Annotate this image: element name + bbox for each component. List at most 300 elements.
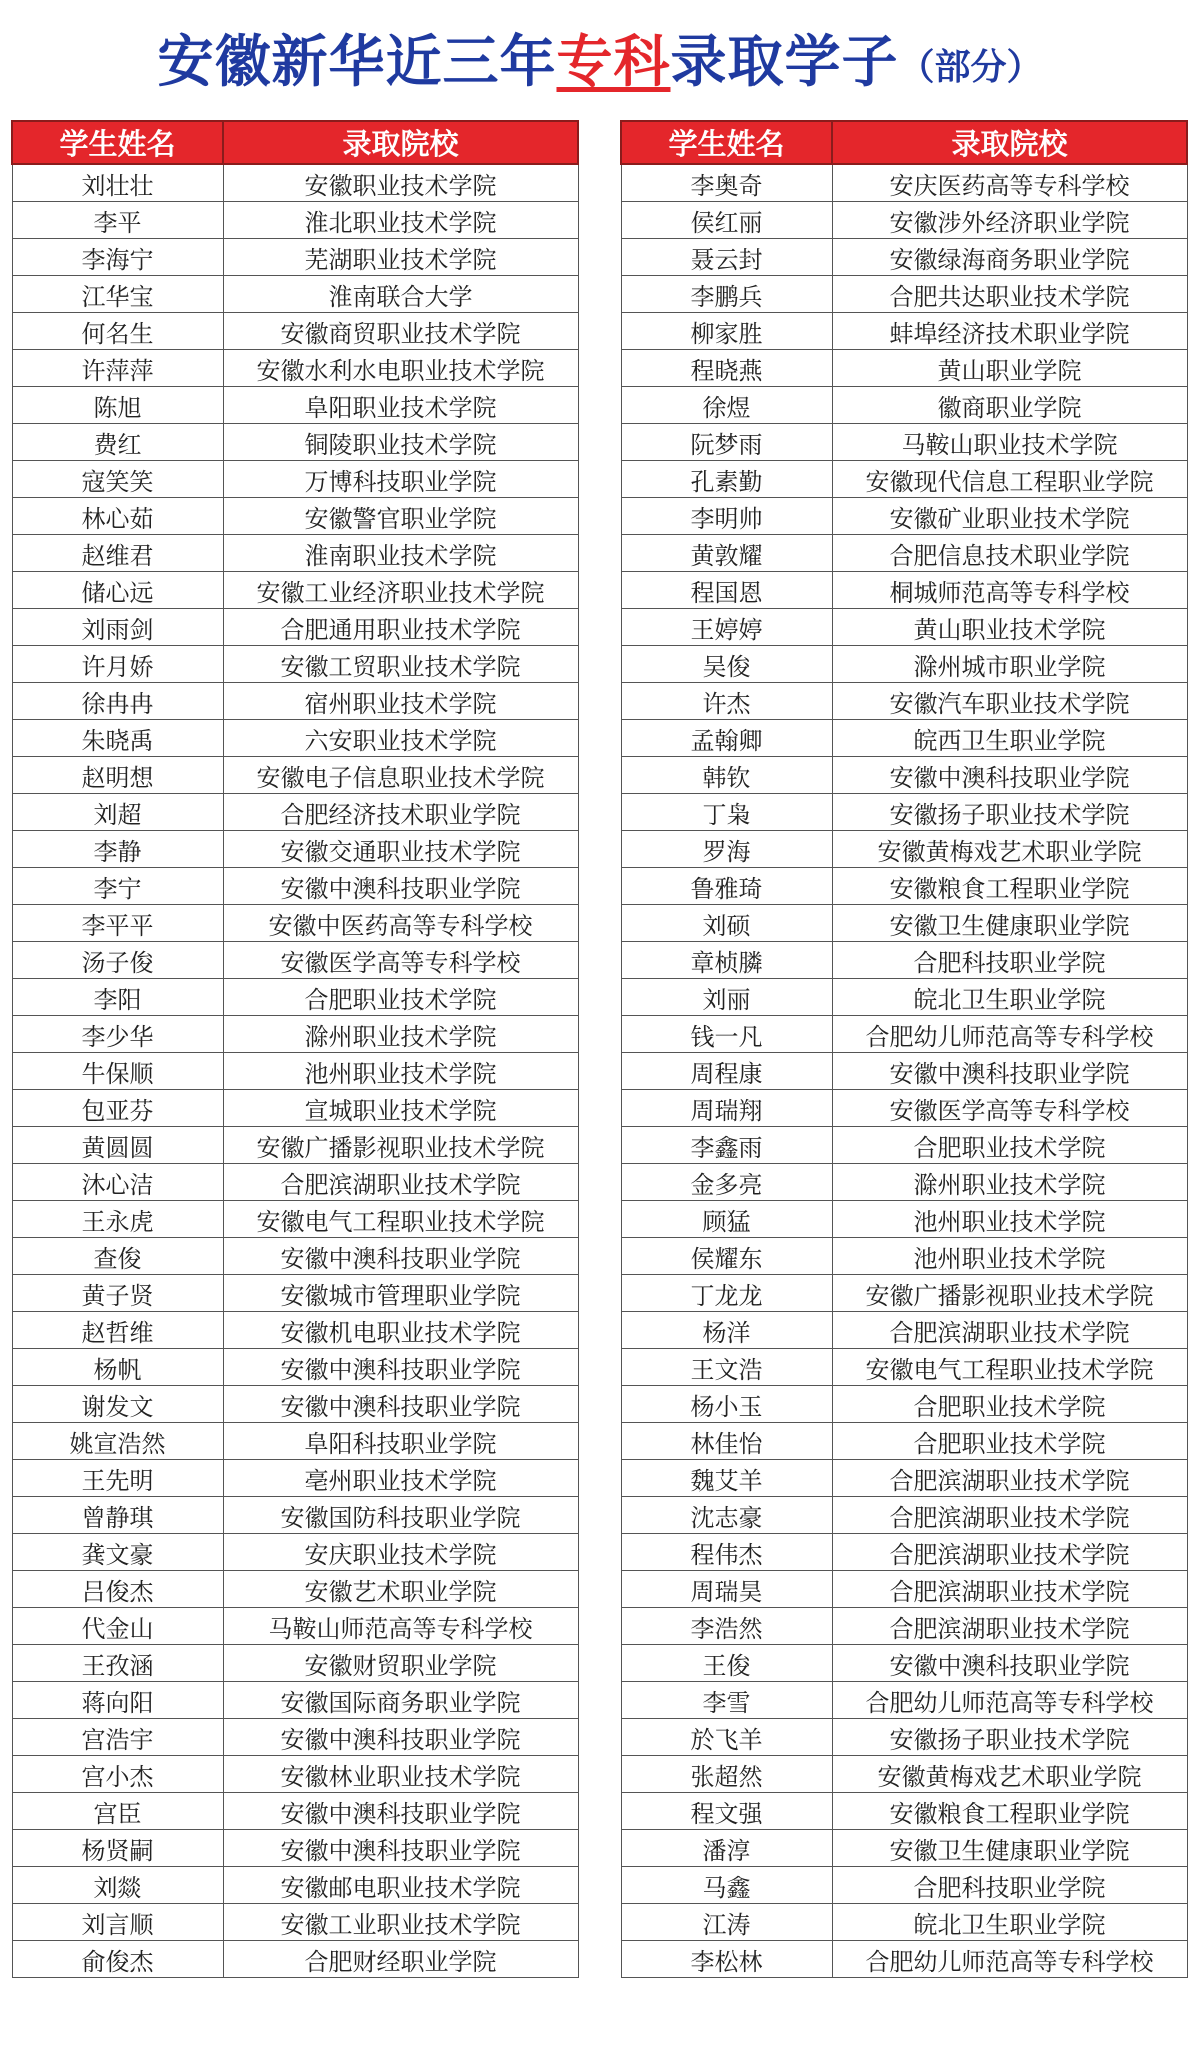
table-row [12, 498, 578, 535]
student-name-cell: 许月娇 [12, 646, 223, 683]
school-cell: 合肥滨湖职业技术学院 [832, 1571, 1187, 1608]
student-name-cell: 姚宣浩然 [12, 1423, 223, 1460]
table-row [621, 1645, 1187, 1682]
table-row [621, 1904, 1187, 1941]
student-name-cell: 顾猛 [621, 1201, 832, 1238]
student-name-cell: 宫小杰 [12, 1756, 223, 1793]
school-cell: 合肥信息技术职业学院 [832, 535, 1187, 572]
table-row [12, 1386, 578, 1423]
school-cell: 安徽中澳科技职业学院 [223, 1238, 578, 1275]
school-cell: 安庆职业技术学院 [223, 1534, 578, 1571]
student-name-cell: 李鑫雨 [621, 1127, 832, 1164]
school-cell: 合肥通用职业技术学院 [223, 609, 578, 646]
table-body-left [12, 164, 578, 1978]
table-header-row [621, 121, 1187, 164]
table-row [621, 461, 1187, 498]
school-cell: 黄山职业学院 [832, 350, 1187, 387]
table-row [621, 1127, 1187, 1164]
student-name-cell: 程晓燕 [621, 350, 832, 387]
student-name-cell: 鲁雅琦 [621, 868, 832, 905]
table-row [621, 646, 1187, 683]
table-row [621, 350, 1187, 387]
table-row [12, 1275, 578, 1312]
school-cell: 安徽卫生健康职业学院 [832, 905, 1187, 942]
school-cell: 池州职业技术学院 [832, 1201, 1187, 1238]
table-row [12, 1645, 578, 1682]
table-row [12, 1571, 578, 1608]
school-cell: 安徽国防科技职业学院 [223, 1497, 578, 1534]
school-cell: 合肥经济技术职业学院 [223, 794, 578, 831]
table-row [621, 609, 1187, 646]
school-cell: 安徽扬子职业技术学院 [832, 1719, 1187, 1756]
student-name-cell: 龚文豪 [12, 1534, 223, 1571]
school-cell: 安徽财贸职业学院 [223, 1645, 578, 1682]
student-name-cell: 江涛 [621, 1904, 832, 1941]
school-cell: 安徽中澳科技职业学院 [223, 1349, 578, 1386]
student-name-cell: 何名生 [12, 313, 223, 350]
student-name-cell: 沐心洁 [12, 1164, 223, 1201]
table-row [621, 1016, 1187, 1053]
student-name-cell: 章桢膦 [621, 942, 832, 979]
student-name-cell: 李松林 [621, 1941, 832, 1978]
student-name-cell: 林佳怡 [621, 1423, 832, 1460]
student-name-cell: 马鑫 [621, 1867, 832, 1904]
school-cell: 合肥滨湖职业技术学院 [832, 1312, 1187, 1349]
table-row [12, 350, 578, 387]
school-cell: 池州职业技术学院 [223, 1053, 578, 1090]
table-row [621, 1460, 1187, 1497]
school-cell: 阜阳科技职业学院 [223, 1423, 578, 1460]
school-cell: 合肥滨湖职业技术学院 [832, 1460, 1187, 1497]
student-name-cell: 程国恩 [621, 572, 832, 609]
table-row [12, 1090, 578, 1127]
table-row [12, 164, 578, 202]
school-cell: 合肥滨湖职业技术学院 [223, 1164, 578, 1201]
student-name-cell: 沈志豪 [621, 1497, 832, 1534]
student-name-cell: 李鹏兵 [621, 276, 832, 313]
table-row [12, 868, 578, 905]
school-cell: 安徽电气工程职业技术学院 [223, 1201, 578, 1238]
school-cell: 安徽商贸职业技术学院 [223, 313, 578, 350]
table-row [12, 609, 578, 646]
table-row [621, 1941, 1187, 1978]
table-row [621, 1830, 1187, 1867]
column-header-name: 学生姓名 [621, 121, 832, 164]
table-row [12, 276, 578, 313]
table-row [621, 1275, 1187, 1312]
student-name-cell: 孟翰卿 [621, 720, 832, 757]
title-note: （部分） [898, 47, 1043, 88]
student-name-cell: 查俊 [12, 1238, 223, 1275]
student-name-cell: 刘硕 [621, 905, 832, 942]
school-cell: 安徽中澳科技职业学院 [223, 868, 578, 905]
student-name-cell: 李平 [12, 202, 223, 239]
student-name-cell: 代金山 [12, 1608, 223, 1645]
table-row [621, 720, 1187, 757]
table-row [621, 1386, 1187, 1423]
table-row [12, 239, 578, 276]
school-cell: 铜陵职业技术学院 [223, 424, 578, 461]
table-row [12, 1423, 578, 1460]
student-name-cell: 金多亮 [621, 1164, 832, 1201]
table-row [12, 979, 578, 1016]
table-row [12, 1460, 578, 1497]
student-name-cell: 黄圆圆 [12, 1127, 223, 1164]
table-row [12, 202, 578, 239]
school-cell: 安徽卫生健康职业学院 [832, 1830, 1187, 1867]
student-name-cell: 刘雨剑 [12, 609, 223, 646]
school-cell: 滁州职业技术学院 [832, 1164, 1187, 1201]
table-row [621, 424, 1187, 461]
school-cell: 安徽绿海商务职业学院 [832, 239, 1187, 276]
school-cell: 万博科技职业学院 [223, 461, 578, 498]
school-cell: 安徽职业技术学院 [223, 164, 578, 202]
student-name-cell: 陈旭 [12, 387, 223, 424]
table-row [12, 461, 578, 498]
student-name-cell: 吕俊杰 [12, 1571, 223, 1608]
table-row [12, 1534, 578, 1571]
student-name-cell: 黄子贤 [12, 1275, 223, 1312]
table-row [621, 1497, 1187, 1534]
school-cell: 安徽工业职业技术学院 [223, 1904, 578, 1941]
student-name-cell: 朱晓禹 [12, 720, 223, 757]
table-row [12, 1312, 578, 1349]
school-cell: 安徽黄梅戏艺术职业学院 [832, 1756, 1187, 1793]
student-name-cell: 王婷婷 [621, 609, 832, 646]
student-name-cell: 侯红丽 [621, 202, 832, 239]
table-row [12, 1053, 578, 1090]
school-cell: 皖北卫生职业学院 [832, 1904, 1187, 1941]
table-row [621, 1201, 1187, 1238]
student-name-cell: 聂云封 [621, 239, 832, 276]
school-cell: 合肥幼儿师范高等专科学校 [832, 1682, 1187, 1719]
table-row [621, 942, 1187, 979]
school-cell: 合肥科技职业学院 [832, 942, 1187, 979]
table-row [621, 1534, 1187, 1571]
table-row [12, 1127, 578, 1164]
student-name-cell: 李平平 [12, 905, 223, 942]
school-cell: 安徽林业职业技术学院 [223, 1756, 578, 1793]
student-name-cell: 赵维君 [12, 535, 223, 572]
student-name-cell: 阮梦雨 [621, 424, 832, 461]
table-row [12, 387, 578, 424]
school-cell: 亳州职业技术学院 [223, 1460, 578, 1497]
school-cell: 安徽医学高等专科学校 [223, 942, 578, 979]
student-name-cell: 周瑞翔 [621, 1090, 832, 1127]
table-row [12, 1756, 578, 1793]
school-cell: 安徽涉外经济职业学院 [832, 202, 1187, 239]
student-name-cell: 丁龙龙 [621, 1275, 832, 1312]
school-cell: 合肥滨湖职业技术学院 [832, 1497, 1187, 1534]
student-name-cell: 周程康 [621, 1053, 832, 1090]
student-name-cell: 韩钦 [621, 757, 832, 794]
student-name-cell: 杨帆 [12, 1349, 223, 1386]
student-name-cell: 汤子俊 [12, 942, 223, 979]
table-row [12, 905, 578, 942]
title-highlight: 专科 [556, 30, 671, 95]
table-row [12, 1793, 578, 1830]
student-name-cell: 程伟杰 [621, 1534, 832, 1571]
school-cell: 桐城师范高等专科学校 [832, 572, 1187, 609]
student-name-cell: 寇笑笑 [12, 461, 223, 498]
student-name-cell: 俞俊杰 [12, 1941, 223, 1978]
school-cell: 合肥职业技术学院 [832, 1127, 1187, 1164]
student-name-cell: 赵明想 [12, 757, 223, 794]
student-name-cell: 李阳 [12, 979, 223, 1016]
student-name-cell: 吴俊 [621, 646, 832, 683]
school-cell: 安徽中澳科技职业学院 [223, 1719, 578, 1756]
table-row [621, 831, 1187, 868]
school-cell: 安徽中澳科技职业学院 [832, 1053, 1187, 1090]
school-cell: 安徽交通职业技术学院 [223, 831, 578, 868]
student-name-cell: 牛保顺 [12, 1053, 223, 1090]
student-name-cell: 刘壮壮 [12, 164, 223, 202]
table-row [12, 646, 578, 683]
student-name-cell: 许杰 [621, 683, 832, 720]
student-name-cell: 杨贤嗣 [12, 1830, 223, 1867]
student-name-cell: 许萍萍 [12, 350, 223, 387]
school-cell: 合肥共达职业技术学院 [832, 276, 1187, 313]
school-cell: 安徽警官职业学院 [223, 498, 578, 535]
school-cell: 安徽广播影视职业技术学院 [832, 1275, 1187, 1312]
student-name-cell: 杨洋 [621, 1312, 832, 1349]
student-name-cell: 蒋向阳 [12, 1682, 223, 1719]
table-row [621, 1349, 1187, 1386]
table-row [621, 1719, 1187, 1756]
student-name-cell: 钱一凡 [621, 1016, 832, 1053]
school-cell: 安徽粮食工程职业学院 [832, 868, 1187, 905]
school-cell: 安徽工贸职业技术学院 [223, 646, 578, 683]
student-name-cell: 李静 [12, 831, 223, 868]
table-row [12, 313, 578, 350]
student-name-cell: 丁枭 [621, 794, 832, 831]
student-name-cell: 刘燚 [12, 1867, 223, 1904]
student-name-cell: 刘超 [12, 794, 223, 831]
school-cell: 皖西卫生职业学院 [832, 720, 1187, 757]
table-row [12, 1349, 578, 1386]
school-cell: 安徽工业经济职业技术学院 [223, 572, 578, 609]
table-row [621, 1867, 1187, 1904]
school-cell: 安徽机电职业技术学院 [223, 1312, 578, 1349]
table-row [621, 868, 1187, 905]
student-name-cell: 李奥奇 [621, 164, 832, 202]
student-name-cell: 宫浩宇 [12, 1719, 223, 1756]
title-prefix: 安徽新华近三年 [157, 30, 557, 95]
school-cell: 安庆医药高等专科学校 [832, 164, 1187, 202]
student-name-cell: 潘淳 [621, 1830, 832, 1867]
table-row [12, 683, 578, 720]
student-name-cell: 於飞羊 [621, 1719, 832, 1756]
column-header-name: 学生姓名 [12, 121, 223, 164]
table-row [621, 1423, 1187, 1460]
school-cell: 安徽中澳科技职业学院 [223, 1793, 578, 1830]
school-cell: 合肥财经职业学院 [223, 1941, 578, 1978]
school-cell: 徽商职业学院 [832, 387, 1187, 424]
admission-table-right [620, 120, 1188, 1978]
school-cell: 马鞍山职业技术学院 [832, 424, 1187, 461]
student-name-cell: 杨小玉 [621, 1386, 832, 1423]
student-name-cell: 徐煜 [621, 387, 832, 424]
school-cell: 皖北卫生职业学院 [832, 979, 1187, 1016]
table-row [12, 720, 578, 757]
student-name-cell: 李宁 [12, 868, 223, 905]
school-cell: 安徽中澳科技职业学院 [832, 1645, 1187, 1682]
student-name-cell: 孔素勤 [621, 461, 832, 498]
student-name-cell: 张超然 [621, 1756, 832, 1793]
school-cell: 安徽扬子职业技术学院 [832, 794, 1187, 831]
table-row [621, 1756, 1187, 1793]
table-row [12, 1016, 578, 1053]
table-row [621, 1793, 1187, 1830]
student-name-cell: 罗海 [621, 831, 832, 868]
table-row [12, 1238, 578, 1275]
student-name-cell: 李雪 [621, 1682, 832, 1719]
table-row [12, 831, 578, 868]
school-cell: 淮南职业技术学院 [223, 535, 578, 572]
admission-table-left [11, 120, 579, 1978]
student-name-cell: 柳家胜 [621, 313, 832, 350]
column-header-school: 录取院校 [832, 121, 1187, 164]
table-row [621, 498, 1187, 535]
school-cell: 滁州城市职业学院 [832, 646, 1187, 683]
table-row [12, 1867, 578, 1904]
table-row [621, 794, 1187, 831]
student-name-cell: 包亚芬 [12, 1090, 223, 1127]
school-cell: 安徽中医药高等专科学校 [223, 905, 578, 942]
table-row [621, 1238, 1187, 1275]
table-row [621, 1053, 1187, 1090]
school-cell: 安徽水利水电职业技术学院 [223, 350, 578, 387]
table-row [12, 794, 578, 831]
school-cell: 安徽黄梅戏艺术职业学院 [832, 831, 1187, 868]
page-title [0, 18, 1200, 108]
title-suffix: 录取学子 [670, 30, 899, 95]
column-header-school: 录取院校 [223, 121, 578, 164]
student-name-cell: 王先明 [12, 1460, 223, 1497]
table-row [12, 1719, 578, 1756]
school-cell: 淮南联合大学 [223, 276, 578, 313]
table-header-row [12, 121, 578, 164]
school-cell: 合肥幼儿师范高等专科学校 [832, 1016, 1187, 1053]
student-name-cell: 江华宝 [12, 276, 223, 313]
school-cell: 宿州职业技术学院 [223, 683, 578, 720]
school-cell: 安徽医学高等专科学校 [832, 1090, 1187, 1127]
table-row [12, 424, 578, 461]
student-name-cell: 赵哲维 [12, 1312, 223, 1349]
student-name-cell: 周瑞昊 [621, 1571, 832, 1608]
student-name-cell: 侯耀东 [621, 1238, 832, 1275]
table-row [12, 1682, 578, 1719]
table-row [621, 1682, 1187, 1719]
student-name-cell: 谢发文 [12, 1386, 223, 1423]
school-cell: 合肥职业技术学院 [832, 1423, 1187, 1460]
table-row [621, 535, 1187, 572]
table-row [621, 683, 1187, 720]
school-cell: 安徽广播影视职业技术学院 [223, 1127, 578, 1164]
student-name-cell: 李海宁 [12, 239, 223, 276]
student-name-cell: 王俊 [621, 1645, 832, 1682]
table-row [12, 572, 578, 609]
table-row [621, 239, 1187, 276]
student-name-cell: 王文浩 [621, 1349, 832, 1386]
school-cell: 安徽粮食工程职业学院 [832, 1793, 1187, 1830]
school-cell: 宣城职业技术学院 [223, 1090, 578, 1127]
table-row [621, 757, 1187, 794]
school-cell: 合肥滨湖职业技术学院 [832, 1608, 1187, 1645]
table-row [621, 1312, 1187, 1349]
school-cell: 安徽艺术职业学院 [223, 1571, 578, 1608]
table-body-right [621, 164, 1187, 1978]
student-name-cell: 王永虎 [12, 1201, 223, 1238]
table-row [621, 276, 1187, 313]
student-name-cell: 储心远 [12, 572, 223, 609]
table-row [621, 164, 1187, 202]
student-name-cell: 程文强 [621, 1793, 832, 1830]
student-name-cell: 曾静琪 [12, 1497, 223, 1534]
table-row [12, 535, 578, 572]
school-cell: 安徽国际商务职业学院 [223, 1682, 578, 1719]
school-cell: 安徽汽车职业技术学院 [832, 683, 1187, 720]
school-cell: 安徽电气工程职业技术学院 [832, 1349, 1187, 1386]
school-cell: 马鞍山师范高等专科学校 [223, 1608, 578, 1645]
table-row [621, 313, 1187, 350]
school-cell: 安徽城市管理职业学院 [223, 1275, 578, 1312]
table-row [12, 1164, 578, 1201]
school-cell: 安徽电子信息职业技术学院 [223, 757, 578, 794]
table-row [621, 202, 1187, 239]
table-row [12, 1830, 578, 1867]
student-name-cell: 李少华 [12, 1016, 223, 1053]
student-name-cell: 王孜涵 [12, 1645, 223, 1682]
school-cell: 滁州职业技术学院 [223, 1016, 578, 1053]
student-name-cell: 魏艾羊 [621, 1460, 832, 1497]
student-name-cell: 刘丽 [621, 979, 832, 1016]
school-cell: 合肥滨湖职业技术学院 [832, 1534, 1187, 1571]
table-row [12, 1201, 578, 1238]
table-row [621, 1164, 1187, 1201]
school-cell: 六安职业技术学院 [223, 720, 578, 757]
table-row [12, 1497, 578, 1534]
student-name-cell: 费红 [12, 424, 223, 461]
table-row [621, 572, 1187, 609]
table-row [621, 1090, 1187, 1127]
table-row [12, 757, 578, 794]
student-name-cell: 李浩然 [621, 1608, 832, 1645]
school-cell: 合肥幼儿师范高等专科学校 [832, 1941, 1187, 1978]
student-name-cell: 林心茹 [12, 498, 223, 535]
school-cell: 合肥职业技术学院 [223, 979, 578, 1016]
table-row [621, 1571, 1187, 1608]
school-cell: 安徽中澳科技职业学院 [223, 1386, 578, 1423]
school-cell: 安徽中澳科技职业学院 [223, 1830, 578, 1867]
table-row [12, 942, 578, 979]
table-row [12, 1608, 578, 1645]
school-cell: 蚌埠经济技术职业学院 [832, 313, 1187, 350]
table-row [621, 387, 1187, 424]
school-cell: 黄山职业技术学院 [832, 609, 1187, 646]
table-row [621, 905, 1187, 942]
student-name-cell: 黄敦耀 [621, 535, 832, 572]
table-row [12, 1904, 578, 1941]
school-cell: 淮北职业技术学院 [223, 202, 578, 239]
table-row [12, 1941, 578, 1978]
school-cell: 安徽矿业职业技术学院 [832, 498, 1187, 535]
school-cell: 安徽邮电职业技术学院 [223, 1867, 578, 1904]
student-name-cell: 徐冉冉 [12, 683, 223, 720]
school-cell: 阜阳职业技术学院 [223, 387, 578, 424]
student-name-cell: 宫臣 [12, 1793, 223, 1830]
school-cell: 安徽现代信息工程职业学院 [832, 461, 1187, 498]
